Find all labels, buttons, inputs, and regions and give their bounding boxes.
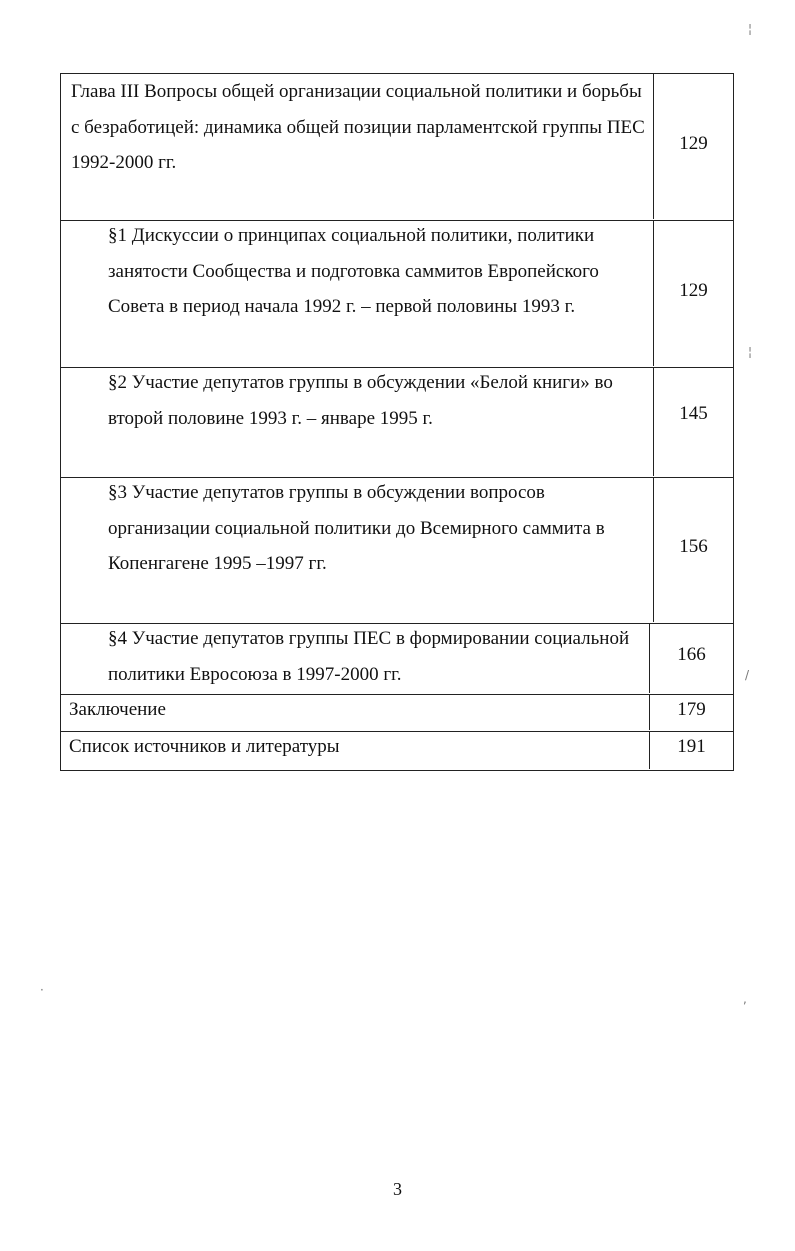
toc-row-conclusion: [60, 694, 734, 732]
toc-entry-title: Заключение: [69, 699, 166, 720]
toc-row-section-3: [60, 477, 734, 624]
toc-entry-title: §3 Участие депутатов группы в обсуждении вопросов организации социальной политики до Всемирного саммита в Копенгагене 1995 –1997 гг.: [108, 482, 605, 574]
toc-entry-title: §2 Участие депутатов группы в обсуждении «Белой книги» во второй половине 1993 г. – январе 1995 г.: [108, 372, 613, 429]
toc-entry-page: 166: [649, 624, 733, 693]
toc-row-section-1: [60, 220, 734, 368]
toc-entry-title: §4 Участие депутатов группы ПЕС в формировании социальной политики Евросоюза в 1997-2000 гг.: [108, 628, 630, 685]
toc-row-section-2: [60, 367, 734, 478]
toc-entry-page: 179: [649, 695, 733, 730]
scan-speck: ¦: [748, 345, 753, 359]
scan-speck: ,: [743, 992, 747, 1006]
toc-entry-page: 129: [653, 74, 733, 219]
toc-entry-title: Глава III Вопросы общей организации социальной политики и борьбы с безработицей: динамика общей позиции парламентской группы ПЕС 1992-2000 гг.: [71, 81, 645, 173]
toc-entry-page: 145: [653, 368, 733, 476]
page-number: 3: [393, 1179, 402, 1199]
toc-entry-page: 129: [653, 221, 733, 366]
scan-speck: ¦: [748, 22, 753, 36]
scan-speck: /: [745, 668, 750, 682]
toc-entry-title: Список источников и литературы: [69, 736, 340, 757]
scan-speck: ·: [40, 983, 44, 997]
toc-entry-title: §1 Дискуссии о принципах социальной политики, политики занятости Сообщества и подготовка саммитов Европейского Совета в период начала 1992 г. – первой половины 1993 г.: [108, 225, 599, 317]
toc-row-bibliography: [60, 731, 734, 771]
toc-row-section-4: [60, 623, 734, 695]
toc-entry-page: 156: [653, 478, 733, 622]
toc-entry-page: 191: [649, 732, 733, 769]
toc-row-chapter-3: [60, 73, 734, 221]
